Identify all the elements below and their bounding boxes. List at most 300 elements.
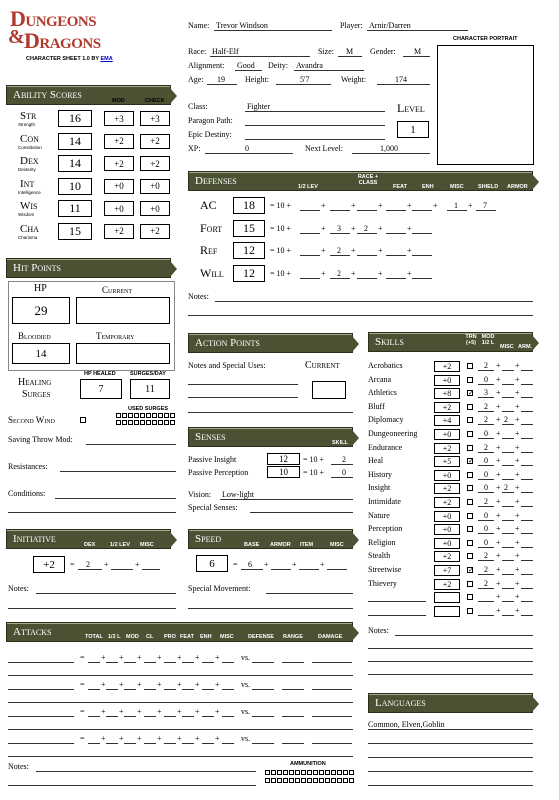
defense-component[interactable]: 3 — [337, 223, 341, 233]
name-label: Name: — [188, 21, 210, 30]
skill-total[interactable]: +2 — [434, 443, 460, 454]
attack-range-line[interactable] — [282, 662, 304, 663]
attack-defense-line[interactable] — [252, 743, 274, 744]
ability-abbr: Con — [20, 132, 39, 145]
defense-value[interactable]: 18 — [233, 197, 265, 214]
paragon-label: Paragon Path: — [188, 116, 233, 125]
initiative-eq: = — [70, 560, 75, 569]
skill-trained-checkbox[interactable] — [467, 499, 473, 505]
ammunition-checkbox[interactable] — [271, 770, 276, 775]
used-surge-checkbox[interactable] — [158, 420, 163, 425]
ability-check[interactable]: +2 — [140, 224, 170, 239]
skill-mod[interactable]: 0 — [484, 524, 488, 534]
ability-check-header: CHECK — [145, 98, 165, 104]
ammunition-checkbox[interactable] — [307, 778, 312, 783]
skill-mod[interactable]: 0 — [484, 510, 488, 520]
healing-label-2: Surges — [22, 389, 51, 400]
attack-detail-line[interactable] — [8, 675, 353, 676]
attack-detail-line[interactable] — [8, 702, 353, 703]
attack-component-line[interactable] — [202, 743, 214, 744]
used-surge-checkbox[interactable] — [152, 413, 157, 418]
attack-col-header: CL — [146, 634, 154, 640]
used-surge-checkbox[interactable] — [134, 420, 139, 425]
hp-healed-label: HP HEALED — [84, 371, 116, 377]
action-current-label: Current — [305, 360, 340, 371]
deity-value[interactable]: Avandra — [296, 61, 323, 70]
defense-line — [412, 255, 432, 256]
used-surge-checkbox[interactable] — [128, 413, 133, 418]
skill-mod[interactable]: 2 — [484, 565, 488, 574]
skill-trained-checkbox[interactable] — [467, 363, 473, 369]
defense-line — [386, 233, 406, 234]
skill-trained-checkbox[interactable] — [467, 540, 473, 546]
skill-total[interactable]: +0 — [434, 524, 460, 535]
ability-check[interactable]: +2 — [140, 134, 170, 149]
ammunition-checkbox[interactable] — [349, 770, 354, 775]
ability-score[interactable]: 16 — [58, 110, 92, 127]
attack-component-line[interactable] — [182, 716, 194, 717]
player-label: Player: — [340, 21, 363, 30]
defense-component[interactable]: 1 — [454, 201, 458, 210]
speed-value[interactable]: 6 — [196, 555, 228, 572]
defense-line — [357, 233, 377, 234]
defense-col-header: MISC — [450, 184, 464, 190]
xp-value[interactable]: 0 — [245, 144, 249, 153]
skill-trained-checkbox[interactable] — [467, 431, 473, 437]
portrait-frame[interactable] — [437, 45, 534, 165]
attack-component-line[interactable] — [106, 716, 118, 717]
second-wind-checkbox[interactable] — [80, 417, 86, 423]
height-value[interactable]: 5'7 — [300, 75, 310, 84]
attack-defense-line[interactable] — [252, 662, 274, 663]
defense-label: Ref — [200, 243, 218, 257]
used-surge-checkbox[interactable] — [116, 420, 121, 425]
ammunition-checkbox[interactable] — [319, 778, 324, 783]
skill-trained-checkbox[interactable]: ✓ — [468, 457, 474, 466]
ammunition-checkbox[interactable] — [325, 770, 330, 775]
attack-component-line[interactable] — [222, 662, 234, 663]
ammunition-checkbox[interactable] — [283, 770, 288, 775]
attack-component-line[interactable] — [124, 689, 136, 690]
age-value[interactable]: 19 — [217, 75, 225, 84]
temp-hp-input[interactable] — [76, 343, 170, 364]
skill-total[interactable]: +2 — [434, 579, 460, 590]
skill-mod[interactable]: 0 — [484, 469, 488, 479]
skill-trained-checkbox[interactable] — [467, 513, 473, 519]
ability-check[interactable]: +2 — [140, 156, 170, 171]
deity-label: Deity: — [268, 61, 288, 70]
used-surge-checkbox[interactable] — [164, 420, 169, 425]
skill-mod[interactable]: 2 — [484, 401, 488, 411]
skill-name: Arcana — [368, 374, 392, 384]
skill-mod[interactable]: 2 — [484, 578, 488, 588]
defense-line — [300, 278, 320, 279]
skill-mod[interactable]: 2 — [484, 361, 488, 370]
defense-line — [300, 210, 320, 211]
defense-line — [412, 210, 432, 211]
used-surge-checkbox[interactable] — [152, 420, 157, 425]
skill-trained-checkbox[interactable] — [467, 485, 473, 491]
ability-check[interactable]: +0 — [140, 179, 170, 194]
name-value[interactable]: Trevor Windson — [216, 21, 268, 30]
attack-component-line[interactable] — [164, 716, 176, 717]
skill-total[interactable]: +2 — [434, 497, 460, 508]
defense-value[interactable]: 12 — [233, 265, 265, 282]
conditions-label: Conditions: — [8, 489, 46, 498]
current-hp-input[interactable] — [76, 297, 170, 324]
attack-component-line[interactable] — [222, 743, 234, 744]
bloodied-label: Bloodied — [18, 331, 51, 341]
attack-defense-line[interactable] — [252, 716, 274, 717]
attack-component-line[interactable] — [144, 662, 156, 663]
defense-line — [386, 278, 406, 279]
height-label: Height: — [245, 75, 269, 84]
skill-trained-checkbox[interactable] — [467, 553, 473, 559]
ammunition-checkbox[interactable] — [301, 778, 306, 783]
ammunition-checkbox[interactable] — [295, 770, 300, 775]
ammunition-checkbox[interactable] — [313, 770, 318, 775]
skill-total[interactable]: +0 — [434, 429, 460, 440]
size-value[interactable]: M — [346, 47, 354, 56]
skill-total[interactable] — [434, 606, 460, 617]
defense-eq: = 10 + — [270, 223, 292, 233]
skill-name: Diplomacy — [368, 415, 404, 425]
skill-name: Religion — [368, 537, 396, 547]
speed-eq: = — [233, 560, 238, 569]
passive-insight-skill[interactable]: 2 — [342, 455, 346, 464]
skill-total[interactable]: +0 — [434, 470, 460, 481]
defense-value[interactable]: 12 — [233, 242, 265, 259]
skill-name: Bluff — [368, 401, 385, 411]
used-surge-checkbox[interactable] — [122, 420, 127, 425]
attack-component-line[interactable] — [88, 662, 100, 663]
attack-component-line[interactable] — [144, 716, 156, 717]
attack-component-line[interactable] — [124, 662, 136, 663]
skill-trained-checkbox[interactable] — [467, 608, 473, 614]
skill-total[interactable]: +0 — [434, 375, 460, 386]
ammunition-checkbox[interactable] — [337, 778, 342, 783]
attack-component-line[interactable] — [88, 689, 100, 690]
skill-mod[interactable]: 2 — [484, 415, 488, 425]
attack-name-line[interactable] — [8, 662, 74, 663]
ability-abbr: Cha — [20, 222, 39, 235]
ability-mod[interactable]: +2 — [104, 156, 134, 171]
next-level-value[interactable]: 1,000 — [380, 144, 398, 153]
ammunition-checkbox[interactable] — [283, 778, 288, 783]
ammunition-checkbox[interactable] — [307, 770, 312, 775]
passive-insight-value[interactable]: 12 — [267, 453, 300, 465]
attack-component-line[interactable] — [144, 743, 156, 744]
passive-perception-eq: = 10 + — [303, 468, 325, 477]
skill-name: Insight — [368, 483, 391, 493]
attack-component-line[interactable] — [88, 743, 100, 744]
second-wind-label: Second Wind — [8, 415, 55, 425]
attack-component-line[interactable] — [222, 716, 234, 717]
attack-detail-line[interactable] — [8, 756, 353, 757]
skill-trained-checkbox[interactable]: ✓ — [468, 566, 474, 574]
attack-component-line[interactable] — [202, 689, 214, 690]
defense-col-header: ENH — [422, 184, 434, 190]
skill-name: Athletics — [368, 388, 397, 398]
vision-value[interactable]: Low-light — [222, 490, 254, 499]
skill-total[interactable]: +0 — [434, 538, 460, 549]
surges-day-value[interactable]: 11 — [130, 379, 170, 399]
ammunition-checkbox[interactable] — [319, 770, 324, 775]
skill-name: Intimidate — [368, 497, 401, 506]
initiative-col-header: DEX — [84, 542, 96, 548]
speed-base[interactable]: 6 — [248, 560, 252, 569]
languages-title: Languages — [375, 697, 426, 709]
skill-mod[interactable]: 2 — [484, 497, 488, 506]
used-surge-checkbox[interactable] — [170, 420, 175, 425]
skill-mod[interactable]: 0 — [484, 483, 488, 493]
defense-component[interactable]: 2 — [364, 223, 368, 233]
skill-mod[interactable]: 0 — [484, 456, 488, 466]
ammunition-checkbox[interactable] — [295, 778, 300, 783]
skill-mod[interactable]: 0 — [484, 429, 488, 438]
used-surge-checkbox[interactable] — [140, 420, 145, 425]
skill-total[interactable] — [434, 592, 460, 603]
skill-trained-checkbox[interactable] — [467, 377, 473, 383]
ammunition-checkbox[interactable] — [265, 778, 270, 783]
resistances-label: Resistances: — [8, 462, 48, 471]
ammunition-checkbox[interactable] — [277, 770, 282, 775]
skill-mod[interactable]: 2 — [484, 551, 488, 561]
speed-col-header: BASE — [244, 542, 260, 548]
skill-name-line[interactable] — [368, 615, 426, 616]
defense-value[interactable]: 15 — [233, 220, 265, 237]
skill-misc[interactable]: 2 — [504, 483, 508, 493]
ability-score[interactable]: 10 — [58, 178, 92, 195]
skill-total[interactable]: +2 — [434, 483, 460, 494]
skill-total[interactable]: +8 — [434, 388, 460, 399]
class-value[interactable]: Fighter — [247, 102, 271, 111]
attack-component-line[interactable] — [124, 716, 136, 717]
skill-name: History — [368, 469, 392, 479]
used-surge-checkbox[interactable] — [128, 420, 133, 425]
skill-total[interactable]: +5 — [434, 456, 460, 467]
attack-vs: vs. — [241, 680, 251, 689]
skill-total[interactable]: +7 — [434, 565, 460, 576]
ammunition-checkbox[interactable] — [277, 778, 282, 783]
gender-label: Gender: — [370, 47, 396, 56]
skill-trained-checkbox[interactable] — [467, 526, 473, 532]
languages-text[interactable]: Common, Elven,Goblin — [368, 720, 445, 729]
logo-sub-link[interactable]: EMA — [100, 56, 113, 62]
defense-line — [330, 233, 350, 234]
used-surge-checkbox[interactable] — [146, 420, 151, 425]
defense-component[interactable]: 7 — [483, 201, 487, 210]
skill-mod[interactable]: 2 — [484, 442, 488, 452]
defenses-title: Defenses — [195, 175, 237, 187]
defense-line — [357, 278, 377, 279]
ammunition-checkbox[interactable] — [289, 770, 294, 775]
defense-label: Fort — [200, 220, 223, 235]
attack-damage-line[interactable] — [312, 743, 352, 744]
attack-component-line[interactable] — [202, 716, 214, 717]
ammunition-checkbox[interactable] — [337, 770, 342, 775]
ability-mod[interactable]: +2 — [104, 224, 134, 239]
defense-line — [330, 210, 350, 211]
ability-score[interactable]: 11 — [58, 200, 92, 217]
attack-component-line[interactable] — [106, 743, 118, 744]
defense-col-header: 1/2 LEV — [298, 184, 318, 190]
ability-mod[interactable]: +3 — [104, 111, 134, 126]
hp-healed-value[interactable]: 7 — [80, 379, 122, 399]
race-value[interactable]: Half-Elf — [212, 47, 239, 56]
action-notes-label: Notes and Special Uses: — [188, 361, 266, 370]
ability-check[interactable]: +3 — [140, 111, 170, 126]
passive-insight-eq: = 10 + — [303, 455, 325, 464]
skill-mod[interactable]: 3 — [484, 388, 488, 398]
used-surge-checkbox[interactable] — [116, 413, 121, 418]
ammunition-checkbox[interactable] — [271, 778, 276, 783]
skill-trained-checkbox[interactable] — [467, 594, 473, 600]
ammunition-checkbox[interactable] — [289, 778, 294, 783]
used-surge-checkbox[interactable] — [134, 413, 139, 418]
attack-name-line[interactable] — [8, 689, 74, 690]
attack-name-line[interactable] — [8, 743, 74, 744]
defense-component[interactable]: 2 — [337, 268, 341, 278]
attack-component-line[interactable] — [88, 716, 100, 717]
gender-value[interactable]: M — [414, 47, 422, 56]
initiative-value[interactable]: +2 — [33, 556, 65, 573]
defense-line — [476, 210, 496, 211]
skills-notes-label: Notes: — [368, 626, 389, 635]
ammunition-checkbox[interactable] — [325, 778, 330, 783]
skill-total[interactable]: +2 — [434, 551, 460, 562]
ammunition-checkbox[interactable] — [331, 778, 336, 783]
skill-misc[interactable]: 2 — [504, 415, 508, 425]
attack-col-header: RANGE — [283, 634, 303, 640]
skill-name-line[interactable] — [368, 601, 426, 602]
bloodied-value[interactable]: 14 — [12, 343, 70, 364]
skill-trained-checkbox[interactable] — [467, 417, 473, 423]
defense-line — [330, 255, 350, 256]
attack-detail-line[interactable] — [8, 729, 353, 730]
skills-arm-header: ARM. — [518, 344, 533, 350]
skill-mod[interactable]: 0 — [484, 374, 488, 384]
passive-perception-skill[interactable]: 0 — [342, 468, 346, 477]
attack-component-line[interactable] — [144, 689, 156, 690]
skill-total[interactable]: +2 — [434, 402, 460, 413]
ammunition-checkbox[interactable] — [343, 770, 348, 775]
skill-trained-checkbox[interactable] — [467, 472, 473, 478]
ability-score[interactable]: 15 — [58, 223, 92, 240]
alignment-value[interactable]: Good — [237, 61, 255, 70]
attack-name-line[interactable] — [8, 716, 74, 717]
attack-component-line[interactable] — [164, 689, 176, 690]
used-surge-checkbox[interactable] — [122, 413, 127, 418]
speed-col-header: MISC — [330, 542, 344, 548]
attack-component-line[interactable] — [106, 689, 118, 690]
skills-misc-header: MISC — [500, 344, 514, 350]
attack-vs: vs. — [241, 707, 251, 716]
skill-total[interactable]: +4 — [434, 415, 460, 426]
initiative-dex[interactable]: 2 — [86, 560, 90, 569]
ammunition-checkbox[interactable] — [331, 770, 336, 775]
level-label: Level — [397, 101, 425, 115]
attack-damage-line[interactable] — [312, 716, 352, 717]
skill-total[interactable]: +2 — [434, 361, 460, 372]
attack-range-line[interactable] — [282, 689, 304, 690]
attack-col-header: ENH — [200, 634, 212, 640]
attack-component-line[interactable] — [182, 689, 194, 690]
passive-perception-value[interactable]: 10 — [267, 466, 300, 478]
ammunition-checkbox[interactable] — [349, 778, 354, 783]
ammunition-checkbox[interactable] — [265, 770, 270, 775]
skill-name: Stealth — [368, 551, 391, 561]
weight-value[interactable]: 174 — [395, 75, 407, 84]
attack-component-line[interactable] — [202, 662, 214, 663]
attack-damage-line[interactable] — [312, 662, 352, 663]
attack-range-line[interactable] — [282, 716, 304, 717]
used-surge-checkbox[interactable] — [146, 413, 151, 418]
used-surge-checkbox[interactable] — [158, 413, 163, 418]
ability-mod[interactable]: +2 — [104, 134, 134, 149]
attack-vs: vs. — [241, 734, 251, 743]
attack-component-line[interactable] — [222, 689, 234, 690]
attack-vs: vs. — [241, 653, 251, 662]
attack-defense-line[interactable] — [252, 689, 274, 690]
skills-title: Skills — [375, 336, 404, 348]
ability-mod[interactable]: +0 — [104, 201, 134, 216]
attack-component-line[interactable] — [106, 662, 118, 663]
action-current-input[interactable] — [312, 381, 346, 399]
ammunition-checkbox[interactable] — [343, 778, 348, 783]
ability-name: Wisdom — [18, 212, 35, 217]
defense-line — [330, 278, 350, 279]
skill-trained-checkbox[interactable]: ✓ — [468, 389, 474, 398]
attack-component-line[interactable] — [182, 743, 194, 744]
hp-value[interactable]: 29 — [12, 297, 70, 324]
used-surge-checkbox[interactable] — [170, 413, 175, 418]
attack-component-line[interactable] — [182, 662, 194, 663]
ability-mod[interactable]: +0 — [104, 179, 134, 194]
player-value[interactable]: Arnir/Darren — [369, 21, 411, 30]
ability-score[interactable]: 14 — [58, 155, 92, 172]
logo-line1: Dungeons — [10, 6, 97, 31]
attack-component-line[interactable] — [164, 743, 176, 744]
ammunition-checkbox[interactable] — [313, 778, 318, 783]
portrait-label: CHARACTER PORTRAIT — [453, 36, 518, 42]
attack-component-line[interactable] — [164, 662, 176, 663]
attack-range-line[interactable] — [282, 743, 304, 744]
ability-check[interactable]: +0 — [140, 201, 170, 216]
used-surge-checkbox[interactable] — [140, 413, 145, 418]
passive-insight-label: Passive Insight — [188, 455, 237, 464]
skill-mod[interactable]: 0 — [484, 537, 488, 547]
ability-abbr: Wis — [20, 200, 38, 212]
used-surge-checkbox[interactable] — [164, 413, 169, 418]
action-points-title: Action Points — [195, 337, 260, 349]
skill-trained-checkbox[interactable] — [467, 445, 473, 451]
defense-line — [386, 210, 406, 211]
skill-trained-checkbox[interactable] — [467, 404, 473, 410]
attack-col-header: MISC — [220, 634, 234, 640]
ability-scores-title: Ability Scores — [13, 89, 82, 101]
attack-component-line[interactable] — [124, 743, 136, 744]
skill-total[interactable]: +0 — [434, 511, 460, 522]
skill-trained-checkbox[interactable] — [467, 581, 473, 587]
size-label: Size: — [318, 47, 334, 56]
ability-score[interactable]: 14 — [58, 133, 92, 150]
attack-damage-line[interactable] — [312, 689, 352, 690]
attack-col-header: DAMAGE — [318, 634, 343, 640]
defense-component[interactable]: 2 — [337, 246, 341, 255]
level-value[interactable]: 1 — [397, 121, 429, 138]
ammunition-checkbox[interactable] — [301, 770, 306, 775]
